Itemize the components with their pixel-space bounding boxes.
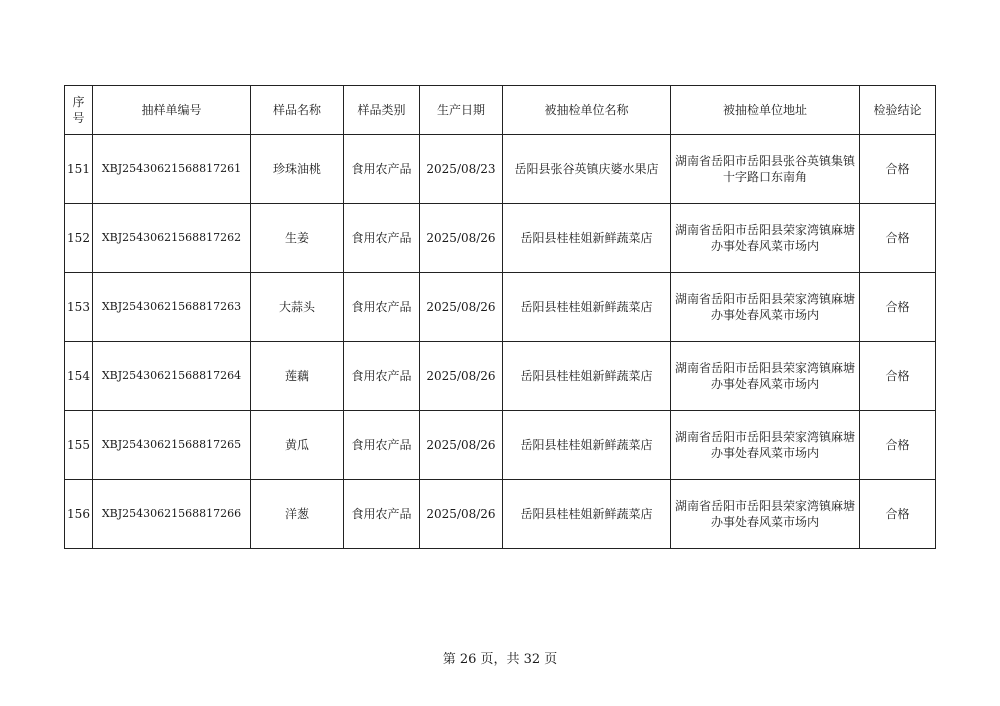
cell-production-date: 2025/08/26 — [420, 273, 503, 342]
cell-sample-category: 食用农产品 — [344, 204, 420, 273]
cell-inspected-unit-address: 湖南省岳阳市岳阳县张谷英镇集镇十字路口东南角 — [671, 135, 860, 204]
header-production-date: 生产日期 — [420, 86, 503, 135]
table-row — [65, 480, 936, 549]
cell-sample-name: 莲藕 — [251, 342, 344, 411]
header-inspected-unit-name: 被抽检单位名称 — [503, 86, 671, 135]
table-row — [65, 204, 936, 273]
cell-sample-number: XBJ25430621568817264 — [93, 342, 251, 411]
cell-inspected-unit-name: 岳阳县桂桂姐新鲜蔬菜店 — [503, 411, 671, 480]
cell-serial-number: 151 — [65, 135, 93, 204]
cell-production-date: 2025/08/26 — [420, 480, 503, 549]
cell-sample-number: XBJ25430621568817261 — [93, 135, 251, 204]
header-sample-number: 抽样单编号 — [93, 86, 251, 135]
cell-sample-name: 生姜 — [251, 204, 344, 273]
cell-inspection-conclusion: 合格 — [860, 480, 936, 549]
cell-inspected-unit-name: 岳阳县桂桂姐新鲜蔬菜店 — [503, 480, 671, 549]
cell-serial-number: 156 — [65, 480, 93, 549]
header-inspection-conclusion: 检验结论 — [860, 86, 936, 135]
cell-inspected-unit-address: 湖南省岳阳市岳阳县荣家湾镇麻塘办事处春风菜市场内 — [671, 204, 860, 273]
table-header-row — [65, 86, 936, 135]
cell-inspected-unit-name: 岳阳县桂桂姐新鲜蔬菜店 — [503, 342, 671, 411]
cell-sample-name: 黄瓜 — [251, 411, 344, 480]
cell-sample-category: 食用农产品 — [344, 411, 420, 480]
cell-sample-name: 大蒜头 — [251, 273, 344, 342]
cell-inspected-unit-address: 湖南省岳阳市岳阳县荣家湾镇麻塘办事处春风菜市场内 — [671, 342, 860, 411]
cell-sample-name: 珍珠油桃 — [251, 135, 344, 204]
cell-inspection-conclusion: 合格 — [860, 342, 936, 411]
cell-production-date: 2025/08/23 — [420, 135, 503, 204]
table-row — [65, 273, 936, 342]
cell-inspected-unit-address: 湖南省岳阳市岳阳县荣家湾镇麻塘办事处春风菜市场内 — [671, 411, 860, 480]
header-sample-name: 样品名称 — [251, 86, 344, 135]
cell-inspected-unit-address: 湖南省岳阳市岳阳县荣家湾镇麻塘办事处春风菜市场内 — [671, 480, 860, 549]
cell-production-date: 2025/08/26 — [420, 342, 503, 411]
cell-production-date: 2025/08/26 — [420, 204, 503, 273]
cell-inspection-conclusion: 合格 — [860, 204, 936, 273]
table-row — [65, 342, 936, 411]
cell-sample-category: 食用农产品 — [344, 135, 420, 204]
cell-inspection-conclusion: 合格 — [860, 135, 936, 204]
cell-inspected-unit-name: 岳阳县桂桂姐新鲜蔬菜店 — [503, 273, 671, 342]
cell-sample-category: 食用农产品 — [344, 273, 420, 342]
cell-sample-number: XBJ25430621568817266 — [93, 480, 251, 549]
header-inspected-unit-address: 被抽检单位地址 — [671, 86, 860, 135]
inspection-results-table — [64, 85, 936, 549]
table-row — [65, 411, 936, 480]
cell-inspection-conclusion: 合格 — [860, 411, 936, 480]
cell-sample-category: 食用农产品 — [344, 480, 420, 549]
page-number-footer: 第 26 页，共 32 页 — [442, 652, 558, 667]
cell-serial-number: 154 — [65, 342, 93, 411]
cell-sample-number: XBJ25430621568817265 — [93, 411, 251, 480]
cell-production-date: 2025/08/26 — [420, 411, 503, 480]
cell-serial-number: 152 — [65, 204, 93, 273]
cell-sample-category: 食用农产品 — [344, 342, 420, 411]
header-serial-number: 序号 — [65, 86, 93, 135]
cell-sample-name: 洋葱 — [251, 480, 344, 549]
cell-inspected-unit-name: 岳阳县桂桂姐新鲜蔬菜店 — [503, 204, 671, 273]
cell-sample-number: XBJ25430621568817262 — [93, 204, 251, 273]
header-sample-category: 样品类别 — [344, 86, 420, 135]
cell-inspected-unit-name: 岳阳县张谷英镇庆婆水果店 — [503, 135, 671, 204]
cell-serial-number: 155 — [65, 411, 93, 480]
cell-inspected-unit-address: 湖南省岳阳市岳阳县荣家湾镇麻塘办事处春风菜市场内 — [671, 273, 860, 342]
table-row — [65, 135, 936, 204]
cell-inspection-conclusion: 合格 — [860, 273, 936, 342]
cell-sample-number: XBJ25430621568817263 — [93, 273, 251, 342]
cell-serial-number: 153 — [65, 273, 93, 342]
